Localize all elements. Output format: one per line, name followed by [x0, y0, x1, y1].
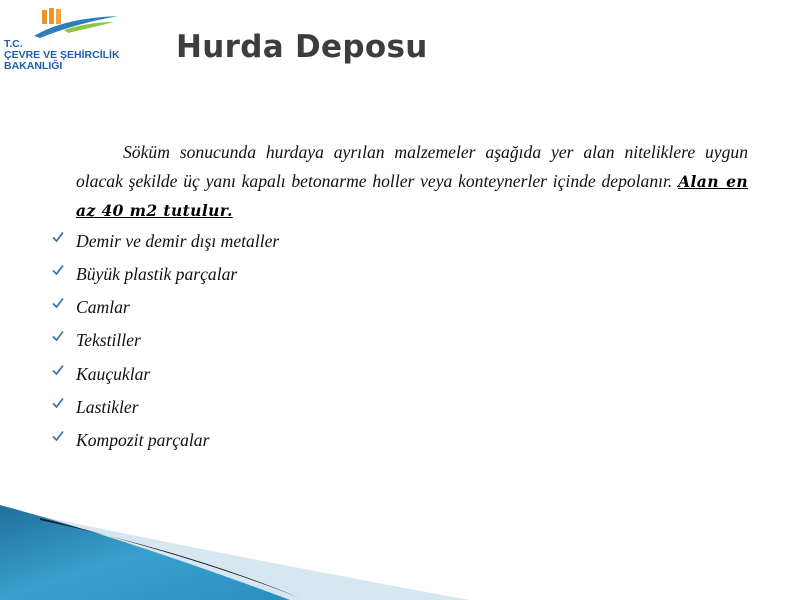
list-item-label: Büyük plastik parçalar	[76, 264, 238, 284]
logo-line-1: T.C.	[4, 38, 23, 50]
list-item-label: Camlar	[76, 297, 130, 317]
paragraph-text: Söküm sonucunda hurdaya ayrılan malzemeler aşağıda yer alan niteliklere uygun olacak şekilde üç yanı kapalı betonarme holler veya konteynerler içinde depolanır.	[76, 142, 748, 191]
list-item-label: Kauçuklar	[76, 364, 151, 384]
list-item-label: Lastikler	[76, 397, 139, 417]
emphasis-text: Alan en az 40 m2 tutulur.	[76, 172, 748, 220]
logo-line-3: BAKANLIĞI	[4, 60, 63, 72]
logo-line-2: ÇEVRE VE ŞEHİRCİLİK	[4, 49, 120, 61]
list-item-label: Demir ve demir dışı metaller	[76, 231, 280, 251]
list-item-label: Tekstiller	[76, 330, 141, 350]
slide-title: Hurda Deposu	[176, 29, 428, 65]
list-item-label: Kompozit parçalar	[76, 430, 210, 450]
